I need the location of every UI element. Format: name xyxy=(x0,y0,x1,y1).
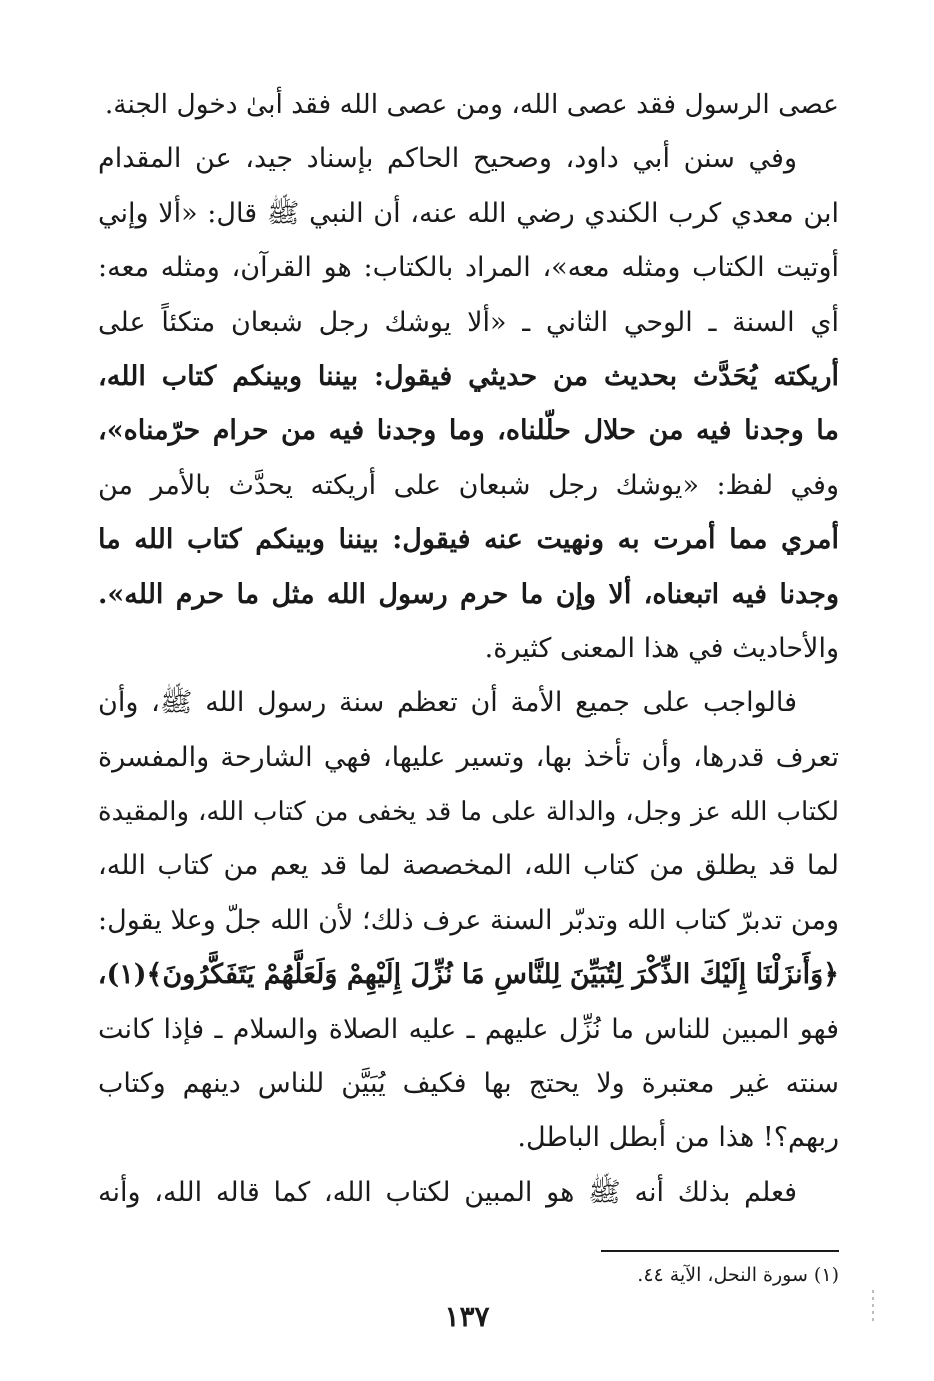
text-line: وفي سنن أبي داود، وصحيح الحاكم بإسناد جيد، عن المقدام xyxy=(98,143,797,175)
text-line: لكتاب الله عز وجل، والدالة على ما قد يخفى من كتاب الله، والمقيدة xyxy=(98,797,839,828)
text-line: عصى الرسول فقد عصى الله، ومن عصى الله فقد أبىٰ دخول الجنة. xyxy=(104,89,839,120)
text-line: ربهم؟! هذا من أبطل الباطل. xyxy=(517,1122,839,1154)
text-line: وفي لفظ: «يوشك رجل شبعان على أريكته يحدَّث بالأمر من xyxy=(98,469,839,501)
page-number: ١٣٧ xyxy=(444,1300,490,1333)
body-text xyxy=(98,78,839,1220)
text-line: فالواجب على جميع الأمة أن تعظم سنة رسول الله ﷺ، وأن xyxy=(98,687,797,719)
text-line: أوتيت الكتاب ومثله معه»، المراد بالكتاب: هو القرآن، ومثله معه: xyxy=(98,252,839,284)
text-line: سنته غير معتبرة ولا يحتج بها فكيف يُبَيَّن للناس دينهم وكتاب xyxy=(98,1068,839,1100)
text-line: تعرف قدرها، وأن تأخذ بها، وتسير عليها، فهي الشارحة والمفسرة xyxy=(98,741,839,773)
text-line: أمري مما أمرت به ونهيت عنه فيقول: بيننا وبينكم كتاب الله ما xyxy=(98,524,839,556)
text-line: أريكته يُحَدَّث بحديث من حديثي فيقول: بيننا وبينكم كتاب الله، xyxy=(98,360,839,392)
footnote-divider xyxy=(601,1250,839,1252)
text-line: فعلم بذلك أنه ﷺ هو المبين لكتاب الله، كما قاله الله، وأنه xyxy=(98,1176,797,1208)
text-line: ما وجدنا فيه من حلال حلّلناه، وما وجدنا فيه من حرام حرّمناه»، xyxy=(98,415,839,447)
scan-edge-mark xyxy=(872,1290,874,1324)
text-line: ﴿وَأَنزَلْنَا إِلَيْكَ الذِّكْرَ لِتُبَيِّنَ لِلنَّاسِ مَا نُزِّلَ إِلَيْهِمْ وَلَعَلَّهُمْ يَتَفَكَّرُونَ﴾(١)، xyxy=(98,959,839,991)
text-line: ابن معدي كرب الكندي رضي الله عنه، أن النبي ﷺ قال: «ألا وإني xyxy=(98,197,839,229)
text-line: أي السنة ـ الوحي الثاني ـ «ألا يوشك رجل شبعان متكئاً على xyxy=(98,306,839,338)
footnote: (١) سورة النحل، الآية ٤٤. xyxy=(637,1264,839,1286)
text-line: لما قد يطلق من كتاب الله، المخصصة لما قد يعم من كتاب الله، xyxy=(98,850,839,882)
text-line: فهو المبين للناس ما نُزِّل عليهم ـ عليه الصلاة والسلام ـ فإذا كانت xyxy=(98,1013,839,1045)
text-line: ومن تدبرّ كتاب الله وتدبّر السنة عرف ذلك؛ لأن الله جلّ وعلا يقول: xyxy=(98,904,839,936)
text-line: والأحاديث في هذا المعنى كثيرة. xyxy=(484,632,839,664)
text-line: وجدنا فيه اتبعناه، ألا وإن ما حرم رسول الله مثل ما حرم الله». xyxy=(98,578,839,610)
